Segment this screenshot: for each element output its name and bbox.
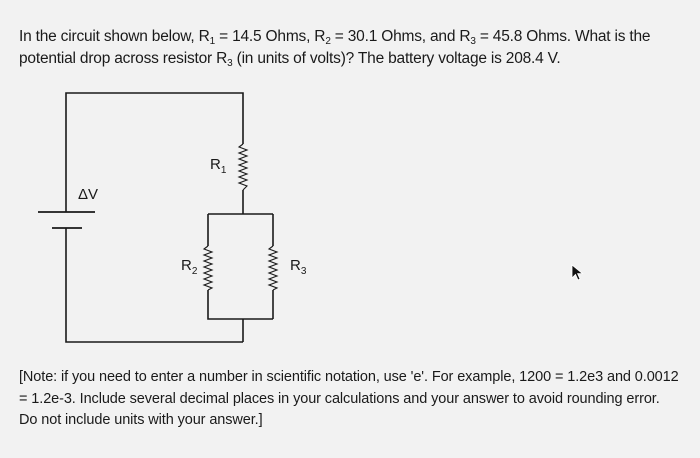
wire-r2-bottom: [208, 290, 273, 319]
subscript: 1: [209, 36, 216, 47]
subscript: 2: [325, 36, 331, 47]
question-part: = 45.8 Ohms. What is the potential drop across resistor R: [19, 28, 651, 67]
battery-label: ΔV: [78, 186, 99, 203]
question-part: (in units of volts)? The battery voltage is 208.4 V.: [232, 50, 561, 67]
battery-symbol: [38, 212, 95, 228]
wire-bottom: [66, 228, 243, 342]
mouse-pointer-icon: [571, 264, 585, 282]
subscript: 3: [227, 58, 233, 69]
question-part: = 30.1 Ohms, and R: [330, 28, 471, 45]
subscript: 3: [470, 36, 476, 47]
question-part: In the circuit shown below, R: [19, 28, 210, 45]
resistor-r1-zigzag: [239, 144, 247, 190]
resistor-r2-zigzag: [204, 246, 212, 290]
resistor-r3-zigzag: [269, 246, 277, 290]
question-part: = 14.5 Ohms, R: [215, 28, 326, 45]
resistor-r3-label: $R_3$: [290, 257, 307, 277]
circuit-wires: [66, 93, 273, 342]
resistor-r1-label: $R_1$: [210, 156, 227, 176]
resistor-r2-label: $R_2$: [181, 257, 198, 277]
note-text: [Note: if you need to enter a number in scientific notation, use 'e'. For example, 1200 = 1.2e3 and 0.0012 = 1.2e-3. Include several decimal places in your calculations and your answer to avoid rounding error. Do not include units with your answer.]: [19, 369, 679, 428]
